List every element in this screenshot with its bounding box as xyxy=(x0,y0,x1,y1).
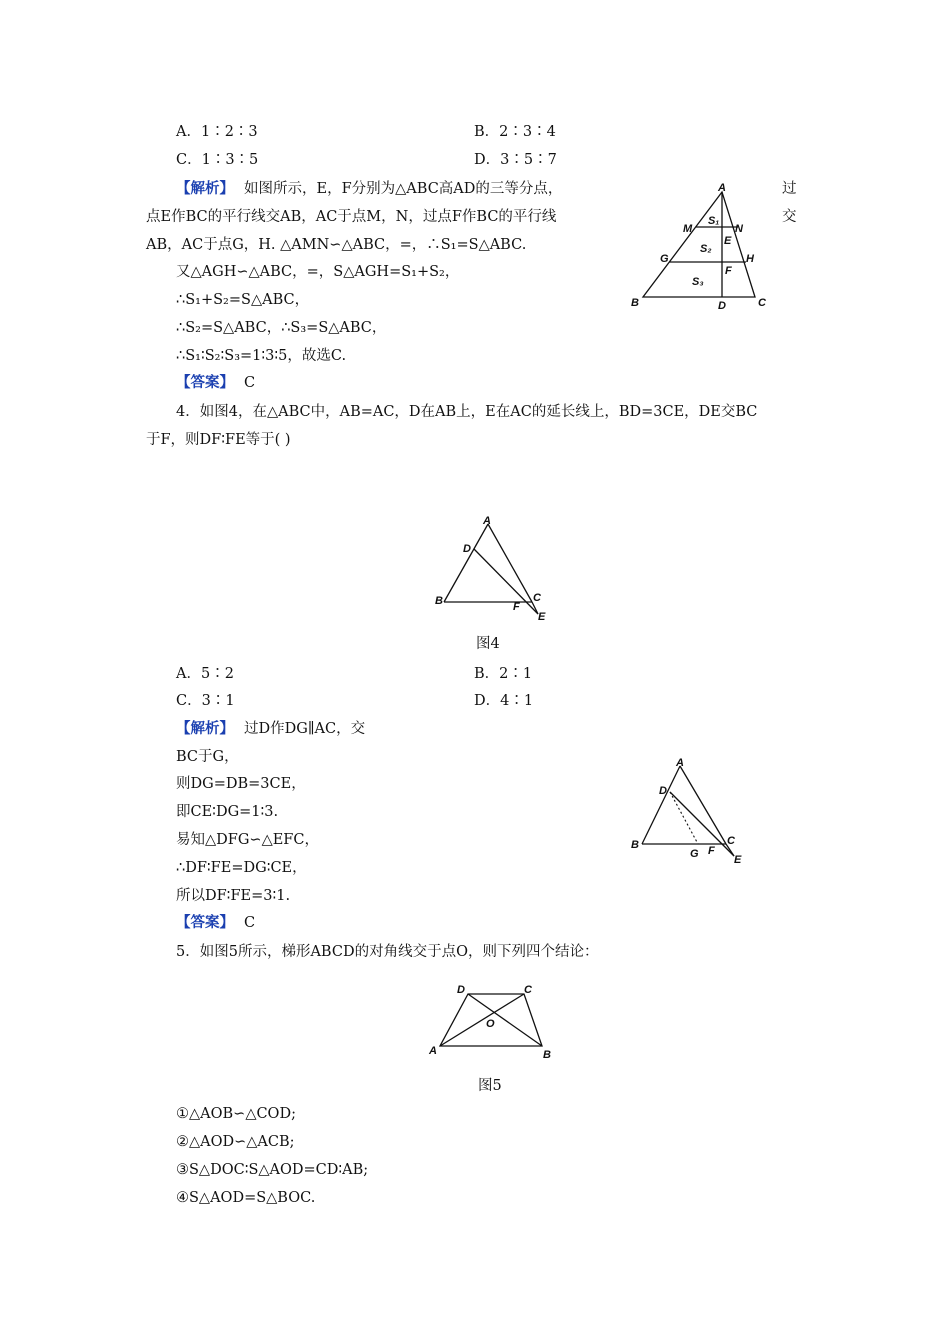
fig-q4a-label-g: G xyxy=(690,848,699,860)
q4-analysis-line-6: ∴DF∶FE=DG∶CE， xyxy=(176,860,307,876)
label-s2: S₂ xyxy=(700,243,712,255)
q4-option-d: D．4∶1 xyxy=(474,693,534,709)
q3-option-c: C．1∶3∶5 xyxy=(176,152,259,168)
q4-answer xyxy=(176,913,255,933)
q4-analysis-line-3: 则DG=DB=3CE， xyxy=(176,776,306,792)
q4-stem-line-2: 于F，则DF∶FE等于( ) xyxy=(146,432,291,448)
q3-option-b: B．2∶3∶4 xyxy=(474,124,556,140)
q4-analysis-line-2: BC于G， xyxy=(176,749,239,765)
q5-conclusion-3: ③S△DOC∶S△AOD=CD∶AB; xyxy=(176,1162,369,1178)
fig-q4a-label-b: B xyxy=(631,839,639,851)
q4-analysis-line-1 xyxy=(176,719,365,739)
q3-analysis-line-6: ∴S₂=S△ABC，∴S₃=S△ABC， xyxy=(176,320,387,336)
label-f: F xyxy=(725,265,732,277)
fig5-label-c: C xyxy=(524,984,532,996)
label-c: C xyxy=(758,297,766,309)
label-b: B xyxy=(631,297,639,309)
q3-answer xyxy=(176,373,255,393)
q4-analysis-line-5: 易知△DFG∽△EFC， xyxy=(176,832,319,848)
fig4-label-d: D xyxy=(463,543,471,555)
q3-option-a: A．1∶2∶3 xyxy=(176,124,258,140)
q5-stem: 5．如图5所示，梯形ABCD的对角线交于点O，则下列四个结论： xyxy=(176,944,599,960)
fig4-label-b: B xyxy=(435,595,443,607)
q4-option-c: C．3∶1 xyxy=(176,693,235,709)
q4-analysis-line-4: 即CE∶DG=1∶3. xyxy=(176,804,279,820)
q3-answer-label: 【答案】 xyxy=(176,374,234,391)
fig4-label-e: E xyxy=(538,611,546,623)
fig4-label-a: A xyxy=(483,515,491,527)
q5-conclusion-4: ④S△AOD=S△BOC. xyxy=(176,1190,316,1206)
label-s1: S₁ xyxy=(708,215,720,227)
label-d: D xyxy=(718,300,726,312)
q3-analysis-line-7: ∴S₁∶S₂∶S₃=1∶3∶5，故选C. xyxy=(176,348,347,364)
fig-q4a-label-e: E xyxy=(734,854,742,866)
fig5-label-a: A xyxy=(429,1045,437,1057)
q3-option-d: D．3∶5∶7 xyxy=(474,152,557,168)
fig5-label-b: B xyxy=(543,1049,551,1061)
fig-q4a-label-c: C xyxy=(727,835,735,847)
q3-answer-value: C xyxy=(244,375,256,391)
q4-analysis-text: 过D作DG∥AC，交 xyxy=(244,721,366,737)
q5-conclusion-2: ②△AOD∽△ACB; xyxy=(176,1134,295,1150)
fig5-label-o: O xyxy=(486,1018,495,1030)
q3-triangle-figure xyxy=(628,182,773,312)
q4-analysis-label: 【解析】 xyxy=(176,720,234,737)
q3-analysis-line-5: ∴S₁+S₂=S△ABC， xyxy=(176,292,310,308)
figure-5-caption: 图5 xyxy=(478,1078,502,1094)
q3-analysis-text: 如图所示，E，F分别为△ABC高AD的三等分点， xyxy=(244,181,563,197)
q3-analysis-line-1-end: 过 xyxy=(782,181,797,197)
q4-option-b: B．2∶1 xyxy=(474,666,533,682)
q4-analysis-figure xyxy=(626,756,751,871)
q4-answer-value: C xyxy=(244,915,256,931)
q4-option-a: A．5∶2 xyxy=(176,666,234,682)
label-h: H xyxy=(746,253,754,265)
figure-4 xyxy=(430,512,555,627)
q4-answer-label: 【答案】 xyxy=(176,914,234,931)
label-s3: S₃ xyxy=(692,276,704,288)
dotted-line-dg xyxy=(670,792,698,844)
label-e: E xyxy=(724,235,732,247)
fig5-label-d: D xyxy=(457,984,465,996)
q5-conclusion-1: ①△AOB∽△COD; xyxy=(176,1106,296,1122)
figure-4-caption: 图4 xyxy=(476,636,500,652)
q3-analysis-label: 【解析】 xyxy=(176,180,234,197)
q3-analysis-line-4: 又△AGH∽△ABC，=，S△AGH=S₁+S₂， xyxy=(176,264,460,280)
fig-q4a-label-f: F xyxy=(708,845,715,857)
label-g: G xyxy=(660,253,669,265)
fig4-label-f: F xyxy=(513,601,520,613)
fig4-label-c: C xyxy=(533,592,541,604)
label-m: M xyxy=(683,223,693,235)
fig-q4a-label-d: D xyxy=(659,785,667,797)
label-a: A xyxy=(718,182,726,194)
q4-stem-line-1: 4．如图4，在△ABC中，AB=AC，D在AB上，E在AC的延长线上，BD=3CE，DE交BC xyxy=(176,404,758,420)
q3-analysis-line-1 xyxy=(176,179,562,199)
label-n: N xyxy=(735,223,743,235)
q3-analysis-line-2-end: 交 xyxy=(782,209,797,225)
q4-analysis-line-7: 所以DF∶FE=3∶1. xyxy=(176,888,291,904)
figure-5 xyxy=(424,980,559,1065)
q3-analysis-line-3: AB，AC于点G，H. △AMN∽△ABC，=，∴S₁=S△ABC. xyxy=(146,237,527,253)
fig-q4a-label-a: A xyxy=(676,757,684,769)
q3-analysis-line-2: 点E作BC的平行线交AB，AC于点M，N，过点F作BC的平行线 xyxy=(146,209,557,225)
